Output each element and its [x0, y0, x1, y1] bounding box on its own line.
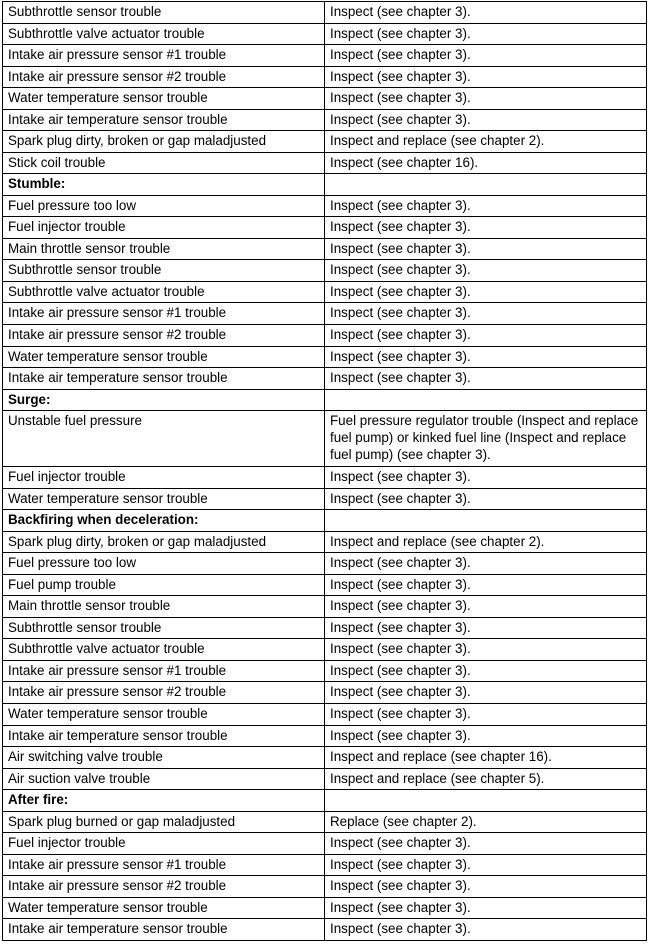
table-row	[3, 531, 647, 553]
cause-cell: Intake air temperature sensor trouble	[3, 109, 325, 131]
remedy-cell: Inspect (see chapter 16).	[325, 152, 647, 174]
remedy-cell: Inspect (see chapter 3).	[325, 596, 647, 618]
cause-cell: Air suction valve trouble	[3, 768, 325, 790]
remedy-cell: Inspect (see chapter 3).	[325, 488, 647, 510]
remedy-cell	[325, 389, 647, 411]
remedy-cell: Inspect and replace (see chapter 5).	[325, 768, 647, 790]
section-title: Stumble:	[3, 174, 325, 196]
cause-cell: Fuel injector trouble	[3, 467, 325, 489]
cause-cell: Intake air pressure sensor #1 trouble	[3, 303, 325, 325]
cause-cell: Water temperature sensor trouble	[3, 346, 325, 368]
cause-cell: Spark plug dirty, broken or gap maladjusted	[3, 131, 325, 153]
remedy-cell: Inspect (see chapter 3).	[325, 2, 647, 24]
table-row	[3, 919, 647, 941]
cause-cell: Spark plug dirty, broken or gap maladjusted	[3, 531, 325, 553]
cause-cell: Main throttle sensor trouble	[3, 596, 325, 618]
cause-cell: Subthrottle valve actuator trouble	[3, 281, 325, 303]
table-row	[3, 346, 647, 368]
table-row	[3, 152, 647, 174]
remedy-cell	[325, 510, 647, 532]
remedy-cell: Inspect (see chapter 3).	[325, 45, 647, 67]
cause-cell: Subthrottle valve actuator trouble	[3, 639, 325, 661]
remedy-cell: Inspect (see chapter 3).	[325, 660, 647, 682]
remedy-cell: Inspect (see chapter 3).	[325, 876, 647, 898]
cause-cell: Intake air pressure sensor #1 trouble	[3, 660, 325, 682]
remedy-cell: Inspect (see chapter 3).	[325, 368, 647, 390]
remedy-cell: Inspect (see chapter 3).	[325, 639, 647, 661]
cause-cell: Stick coil trouble	[3, 152, 325, 174]
table-row	[3, 217, 647, 239]
remedy-cell: Inspect and replace (see chapter 16).	[325, 747, 647, 769]
cause-cell: Unstable fuel pressure	[3, 411, 325, 467]
remedy-cell: Inspect (see chapter 3).	[325, 854, 647, 876]
remedy-cell: Inspect (see chapter 3).	[325, 919, 647, 941]
table-row	[3, 23, 647, 45]
remedy-cell: Inspect (see chapter 3).	[325, 23, 647, 45]
cause-cell: Intake air temperature sensor trouble	[3, 725, 325, 747]
table-row	[3, 854, 647, 876]
cause-cell: Intake air pressure sensor #1 trouble	[3, 45, 325, 67]
section-title: Backfiring when deceleration:	[3, 510, 325, 532]
cause-cell: Main throttle sensor trouble	[3, 238, 325, 260]
table-row	[3, 88, 647, 110]
cause-cell: Water temperature sensor trouble	[3, 88, 325, 110]
cause-cell: Water temperature sensor trouble	[3, 704, 325, 726]
cause-cell: Subthrottle sensor trouble	[3, 260, 325, 282]
table-row	[3, 467, 647, 489]
remedy-cell: Inspect (see chapter 3).	[325, 195, 647, 217]
table-row	[3, 45, 647, 67]
remedy-cell: Inspect (see chapter 3).	[325, 553, 647, 575]
cause-cell: Water temperature sensor trouble	[3, 897, 325, 919]
table-row	[3, 2, 647, 24]
cause-cell: Intake air pressure sensor #2 trouble	[3, 66, 325, 88]
remedy-cell: Inspect (see chapter 3).	[325, 324, 647, 346]
remedy-cell: Inspect (see chapter 3).	[325, 467, 647, 489]
table-row	[3, 488, 647, 510]
table-row	[3, 725, 647, 747]
table-row	[3, 596, 647, 618]
section-header-row	[3, 510, 647, 532]
remedy-cell: Inspect (see chapter 3).	[325, 704, 647, 726]
remedy-cell: Replace (see chapter 2).	[325, 811, 647, 833]
remedy-cell	[325, 174, 647, 196]
table-row	[3, 260, 647, 282]
remedy-cell: Inspect (see chapter 3).	[325, 574, 647, 596]
cause-cell: Fuel pressure too low	[3, 195, 325, 217]
table-row	[3, 768, 647, 790]
section-header-row	[3, 389, 647, 411]
remedy-cell: Inspect (see chapter 3).	[325, 346, 647, 368]
table-row	[3, 897, 647, 919]
remedy-cell: Inspect (see chapter 3).	[325, 833, 647, 855]
table-row	[3, 303, 647, 325]
cause-cell: Intake air pressure sensor #2 trouble	[3, 876, 325, 898]
table-row	[3, 368, 647, 390]
remedy-cell: Inspect (see chapter 3).	[325, 260, 647, 282]
remedy-cell: Inspect (see chapter 3).	[325, 217, 647, 239]
cause-cell: Subthrottle sensor trouble	[3, 2, 325, 24]
cause-cell: Intake air pressure sensor #2 trouble	[3, 324, 325, 346]
cause-cell: Spark plug burned or gap maladjusted	[3, 811, 325, 833]
cause-cell: Air switching valve trouble	[3, 747, 325, 769]
remedy-cell: Inspect and replace (see chapter 2).	[325, 531, 647, 553]
remedy-cell: Inspect and replace (see chapter 2).	[325, 131, 647, 153]
table-row	[3, 324, 647, 346]
remedy-cell: Inspect (see chapter 3).	[325, 109, 647, 131]
table-row	[3, 682, 647, 704]
troubleshooting-table	[2, 1, 647, 941]
table-row	[3, 553, 647, 575]
remedy-cell: Inspect (see chapter 3).	[325, 281, 647, 303]
cause-cell: Intake air temperature sensor trouble	[3, 368, 325, 390]
table-row	[3, 66, 647, 88]
cause-cell: Intake air pressure sensor #2 trouble	[3, 682, 325, 704]
table-row	[3, 747, 647, 769]
cause-cell: Fuel pressure too low	[3, 553, 325, 575]
table-row	[3, 811, 647, 833]
table-row	[3, 704, 647, 726]
table-row	[3, 411, 647, 467]
table-row	[3, 833, 647, 855]
table-row	[3, 660, 647, 682]
cause-cell: Fuel pump trouble	[3, 574, 325, 596]
table-row	[3, 238, 647, 260]
remedy-cell: Inspect (see chapter 3).	[325, 897, 647, 919]
document-page	[2, 1, 646, 941]
remedy-cell: Inspect (see chapter 3).	[325, 238, 647, 260]
remedy-cell: Inspect (see chapter 3).	[325, 617, 647, 639]
remedy-cell: Inspect (see chapter 3).	[325, 88, 647, 110]
cause-cell: Intake air pressure sensor #1 trouble	[3, 854, 325, 876]
table-row	[3, 639, 647, 661]
table-body	[3, 2, 647, 941]
remedy-cell: Inspect (see chapter 3).	[325, 303, 647, 325]
remedy-cell	[325, 790, 647, 812]
table-row	[3, 195, 647, 217]
cause-cell: Fuel injector trouble	[3, 217, 325, 239]
table-row	[3, 281, 647, 303]
table-row	[3, 131, 647, 153]
remedy-cell: Inspect (see chapter 3).	[325, 66, 647, 88]
table-row	[3, 574, 647, 596]
cause-cell: Subthrottle sensor trouble	[3, 617, 325, 639]
remedy-cell: Inspect (see chapter 3).	[325, 682, 647, 704]
cause-cell: Intake air temperature sensor trouble	[3, 919, 325, 941]
section-title: Surge:	[3, 389, 325, 411]
table-row	[3, 109, 647, 131]
remedy-cell: Fuel pressure regulator trouble (Inspect and replace fuel pump) or kinked fuel line (Inspect and replace fuel pump) (see chapter 3).	[325, 411, 647, 467]
cause-cell: Water temperature sensor trouble	[3, 488, 325, 510]
table-row	[3, 617, 647, 639]
cause-cell: Subthrottle valve actuator trouble	[3, 23, 325, 45]
section-header-row	[3, 174, 647, 196]
section-title: After fire:	[3, 790, 325, 812]
remedy-cell: Inspect (see chapter 3).	[325, 725, 647, 747]
cause-cell: Fuel injector trouble	[3, 833, 325, 855]
section-header-row	[3, 790, 647, 812]
table-row	[3, 876, 647, 898]
